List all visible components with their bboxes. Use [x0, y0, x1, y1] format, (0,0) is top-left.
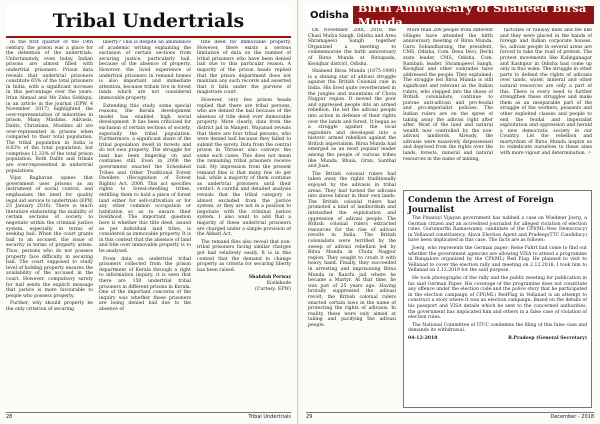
paragraph: Shaheed Birsa Munda (1875-1900) is a shining star of adivasi struggle against the British Colonial rule in India. His lived quite reverberated in the jungles and mountains of Chota Nagpur region. It moved the poor and oppressed people into an armed rebellion. He led the adivasi people into action in defense of their rights over the lands and forest. It began as a struggle against the local exploiters and developed into a historic armed rebellion against the British imperialism. Birsa Munda had emerged as an most popular leader among the people of various tribes like Munda, Bhuia, Oran, Santhal and Juan. — [308, 69, 396, 170]
right-column-3 — [500, 28, 592, 188]
left-column-1 — [6, 40, 93, 410]
footer-issue-date: December - 2018 — [550, 414, 594, 420]
paragraph: title deed for immovable property. However, there exists a serious limitation of data on the number of tribal prisoners who have been denied bail due to this particular reason. A majority of the prison heads replied that the prison department does not maintain any such records and asserted that it falls under the purview of magistrate court. — [197, 40, 291, 96]
box-body — [408, 216, 587, 334]
author-name: Shahdab Perwaz — [248, 275, 291, 281]
box-date: 04-12-2018 — [408, 335, 438, 341]
footer-section-name: Tribal Undertrials — [248, 414, 291, 420]
paragraph: More than 200 people from different villages have attended the birth anniversary meeting of Birsa Munda. Guru Sobandharang, the president, CMS, Odisha, Com. Besu Devi, Dechi state leader, CMS, Odisha, Com. Ranibati, leader, Shramajeevi Sangh, Keonjhar and other comrades have addressed the people. They explained: The struggle led Birsa Munda is still significant and relevant as the Indian rulers, who stepped into the shoes of British colonialists, continue to pursue anti-adivasi and pro-feudal and pro-imperialist policies. The Indian rulers are on the spree of taking away the adivasi right after after. Most of the land and natural wealth now controlled by the non-adivasi landlords. Already, the adivasis were massively dispossessed and deprived from the rights over the lands, forests, mineral and natural resources in the name of mining, — [403, 28, 493, 162]
paragraph: The British colonial rulers had taken away the rights traditionally enjoyed by the adivasis in tribal areas. They had turned the adivasis into slaves labour in their own lands. The British colonial rulers had promoted a kind of landlordism and intensified the exploitation and oppression of adivasi people. The British colonial rulers extracted resources for the rise of adivasi revolts in India. The British colonialists were terrified by the sweep of adivasi rebellion led by Birsa Munda in Chota Nagpur region. They sought to crush it with heavy hand. Finally, they succeeded in arresting and imprisoning Birsa Munda in Ranchi jail where he became a Martyr. At that time, he was just of 25 years age. Having brutally suppressed the adivasi revolt, the British colonial rulers enacted certain laws in the name of protecting the rights of adivasis. In reality, these were only aimed at taking and pacifying the adivasi people. — [308, 171, 396, 328]
condemn-arrest-box — [403, 190, 592, 408]
box-signature: R.Pradeep (General Secretary) — [508, 335, 587, 341]
right-header — [306, 1, 594, 29]
paragraph: Further, why should property be the only criterion of securing — [6, 301, 93, 312]
author-source: (Curtesy: EPW) — [255, 286, 291, 292]
footer-divider — [306, 412, 594, 413]
box-footer — [408, 336, 587, 341]
paragraph: The remand files also reveal that non-tribal prisoners facing similar charges got bail relatively easily. It is in this context that the demand to change property as criteria for securing liberty has been raised. — [197, 239, 291, 273]
right-column-1 — [308, 28, 396, 398]
left-title-bar — [6, 6, 291, 38]
page-number-right: 29 — [306, 414, 313, 420]
paragraph: Vijay Raghavan opines that government uses prisons as an instrument of social control, and emphasises the need for quality legal aid service to undertrials (EPW, 23 January 2016). There is much literature elaborating the inability of certain sections of society to negotiate within the criminal justice system, especially in terms of seeking bail. When the court grants bail to an accused, the issue of security in terms of property arises. Thus, persons who do not possess property face difficulty in securing bail. The court supposed to study level of holding property ensures the availability of the accused in the court. However, compulsory surety for bail sends the explicit message that justice is more favourable to people who possess property. — [6, 176, 93, 299]
left-page — [0, 0, 298, 424]
paragraph: factories or railway lines and the like and they were placed in the hands of foreign and Indian corporate houses. So, adivasi people in several areas are forced to take the road of protest. The protest movements like Kalinganagar and Kashipur in Odisha had come up only in this wake. The struggle in other parts to defend the rights of adivasis over lands, water, mineral and other natural resources are only a part of this. There is every need to further strengthen these struggles and make them as an inseparable part of the struggle of the workers, peasants and other exploited classes and people to end the feudal and imperialist exploitation and oppression and herald a new democratic society in our Country. Let the rebellion and martyrdom of Birsa Munda inspire us to rededicate ourselves to these aims with more vigour and determination. ✧ — [500, 28, 592, 157]
paragraph: The Pinarayi Vijayan government has nabbed a case on Wiedmer Joerg, a German citizen and an accredited journalist for alleged violation of election rules. Gurumurthi Ramaswamy, candidate of the CPI(ML-New Democracy) in Vellanad constituency, Aluva Election Agent and Pradeep(TTC Candidacy) have been implicated in this case. The facts are as follows: — [408, 216, 587, 244]
page-number-left: 28 — [6, 414, 13, 420]
paragraph: The National Committee of ITUC condemns the filing of this false case and demands its withdrawal. — [408, 322, 587, 334]
paragraph: However, very few prison heads replied that there are tribal persons, who are denied the bail because of the absence of title deed over immovable property. More clearly, data from the district jail in Manjeri, Wayanad reveals that there are four tribal persons, who were denied bail because they failed to submit the surety. Data from the central prison in Thrissur also conveys the same such cases. This does not mean the remaining tribal prisoners receive bail. My impression from the present remand files is that many few do get bail, while a majority of them continue as undertrial prisoners until their verdict. A careful and detailed analysis reveals that the tribal category is almost excluded from the justice system, or they are not in a position to negotiate with the criminal justice system. I also want to add that a majority of these undertrial prisoners are charged under a simple provision of the Abkari Act. — [197, 97, 291, 238]
right-page — [300, 0, 600, 424]
paragraph: From data on undertrial tribal prisoners collected from the prison department of Kerala through a right to information inquiry, it is seen that there are 150 undertrial tribal prisoners in different prisons in Kerala. One of the important concerns of the inquiry was whether these prisoners are being denied bail due to the absence of — [99, 256, 191, 312]
paragraph: liberty? This is despite an abundance of academic writing explaining the exclusion of certain sections from securing justice, particularly bail, because of the absence of property. However, the lived experience of undertrial prisoners in remand homes is also important and immediate attention, because tribals live in forest lands which are not considered immovable property. — [99, 40, 191, 101]
left-column-3 — [197, 40, 291, 410]
article-title-tribal-undertrials: Tribal Undertrials — [52, 10, 245, 32]
article-title-birsa-munda: Birth Anniversary of Shaheed Birsa Munda — [353, 6, 594, 24]
paragraph: Joerg, who represents the German paper: Reise Fahrt had come to find out whether the government agencies are allowing VISA to attend a programme in Bangalore organized by the CPI(ML) Red Flag. He planned to visit to Vellanad to cover the election rally and meeting on 2.12.2018. I took him to Vellanad on 2.12.2018 for the said purpose. — [408, 245, 587, 274]
paragraph: On November 20th, 2018, the Chasi Mulya Sangh, Odisha and Area Shramajeevi Sangh together Organized a meeting to commemorate the birth anniversary of Birsa Munda at Birsapada, Keonjhar district, Odisha. — [308, 28, 396, 67]
paragraph: In the first quarter of the 19th century, the prison was a place for the detention of the undertrials. Unfortunately, even today, Indian prisons are almost filled with undertrial prisoners. Prison data reveals that undertrial prisoners constitute 65% of the total prisoners in India, with a significant increase in this percentage over the years. Irfan Ahmad and Ms Zeba Siddiqui, in an article in the journal (EPW, 4 November 2017) highlighted the over-representation of minorities in prison. Many Muslims, Adivasis, Dalits, Christians, Muslims all are over-represented in prisons when compared to their total population. The tribal population in India is 8.63% of the total population, but comprises 11.33% of the total prison population. Both Dalits and tribals are over-represented in undertrial populations. — [6, 40, 93, 174]
left-column-2 — [99, 40, 191, 410]
paragraph: He took photographs of the rally and the public meeting for publication in his said German Paper. His coverage of the programme does not constitute any offence under the election code and the police story that he participated in the election campaign of CPI(ML) RedFlag in Vellanad is an attempt to construct a story where it was an election campaign. Based on the details of his passport and VISA details which he sent to the concerned authorities, the government has implicated him and others in a false case of violation of election rules. — [408, 275, 587, 321]
author-place: Kozhikode — [266, 280, 291, 286]
footer-divider — [6, 412, 291, 413]
region-kicker: Odisha — [306, 6, 353, 24]
paragraph: Extending this study, some special reasons, the Kerala development model has enabled high social development. It has been criticised for exclusion of certain sections of society, especially the tribal population. Furthermore, a significant share of the tribal population dwell in forests and do not own property. The struggle for land has been lingering on and continues still. Even in 2006 the government enacted the Scheduled Tribes and Other Traditional Forest Dwellers (Recognition of Forest Rights) Act, 2006. This act specifies rights to forest-dwelling tribes, entitling them to hold a piece of forest land either for self-cultivation or for any other common occupation or habitation so as to ensure their livelihood. The important question here is whether this title deed, issued as per individual land titles, is considered as immovable property. It is in this context that the absence of land and title over immovable property is to be analysed. — [99, 103, 191, 254]
box-title: Condemn the Arrest of Foreign Journalist — [408, 194, 554, 214]
author-signoff — [197, 275, 291, 292]
